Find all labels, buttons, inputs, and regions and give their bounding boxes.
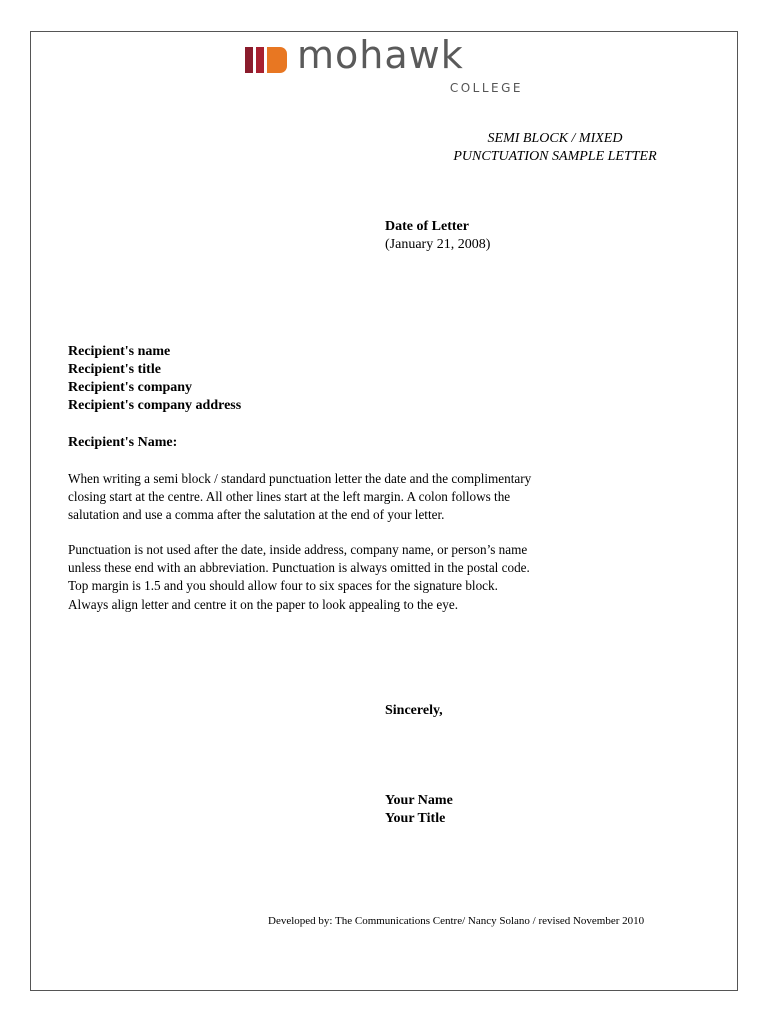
signature-title: Your Title — [385, 811, 446, 826]
paragraph-line: Punctuation is not used after the date, inside address, company name, or person’s name — [68, 542, 528, 557]
recipient-company-address: Recipient's company address — [68, 398, 242, 413]
heading-line-2: PUNCTUATION SAMPLE LETTER — [453, 149, 657, 164]
signature-name: Your Name — [385, 793, 453, 808]
complimentary-closing: Sincerely, — [385, 703, 443, 718]
date-value: (January 21, 2008) — [385, 237, 491, 252]
body-paragraph-1 — [68, 470, 628, 525]
paragraph-line: Always align letter and centre it on the paper to look appealing to the eye. — [68, 596, 458, 612]
paragraph-line: salutation and use a comma after the salutation at the end of your letter. — [68, 507, 445, 523]
letter-heading — [430, 130, 680, 166]
paragraph-line: When writing a semi block / standard punctuation letter the date and the complimentary — [68, 471, 532, 486]
date-label: Date of Letter — [385, 219, 469, 234]
body-paragraph-2 — [68, 541, 628, 614]
recipient-company: Recipient's company — [68, 380, 193, 395]
mohawk-college-logo — [245, 33, 535, 100]
recipient-name: Recipient's name — [68, 344, 171, 359]
date-block — [385, 218, 490, 254]
recipient-address-block — [68, 343, 241, 415]
signature-block — [385, 792, 453, 828]
paragraph-line: closing start at the centre. All other lines start at the left margin. A colon follows the — [68, 489, 511, 505]
logo-wordmark: mohawk — [297, 33, 464, 77]
heading-line-1: SEMI BLOCK / MIXED — [487, 131, 623, 146]
paragraph-line: unless these end with an abbreviation. Punctuation is always omitted in the postal code. — [68, 560, 530, 576]
footer-credit: Developed by: The Communications Centre/ Nancy Solano / revised November 2010 — [268, 915, 645, 927]
logo-subtitle: COLLEGE — [449, 81, 523, 95]
paragraph-line: Top margin is 1.5 and you should allow four to six spaces for the signature block. — [68, 578, 498, 594]
salutation: Recipient's Name: — [68, 435, 178, 450]
recipient-title: Recipient's title — [68, 362, 161, 377]
logo-bars-icon — [245, 47, 291, 73]
